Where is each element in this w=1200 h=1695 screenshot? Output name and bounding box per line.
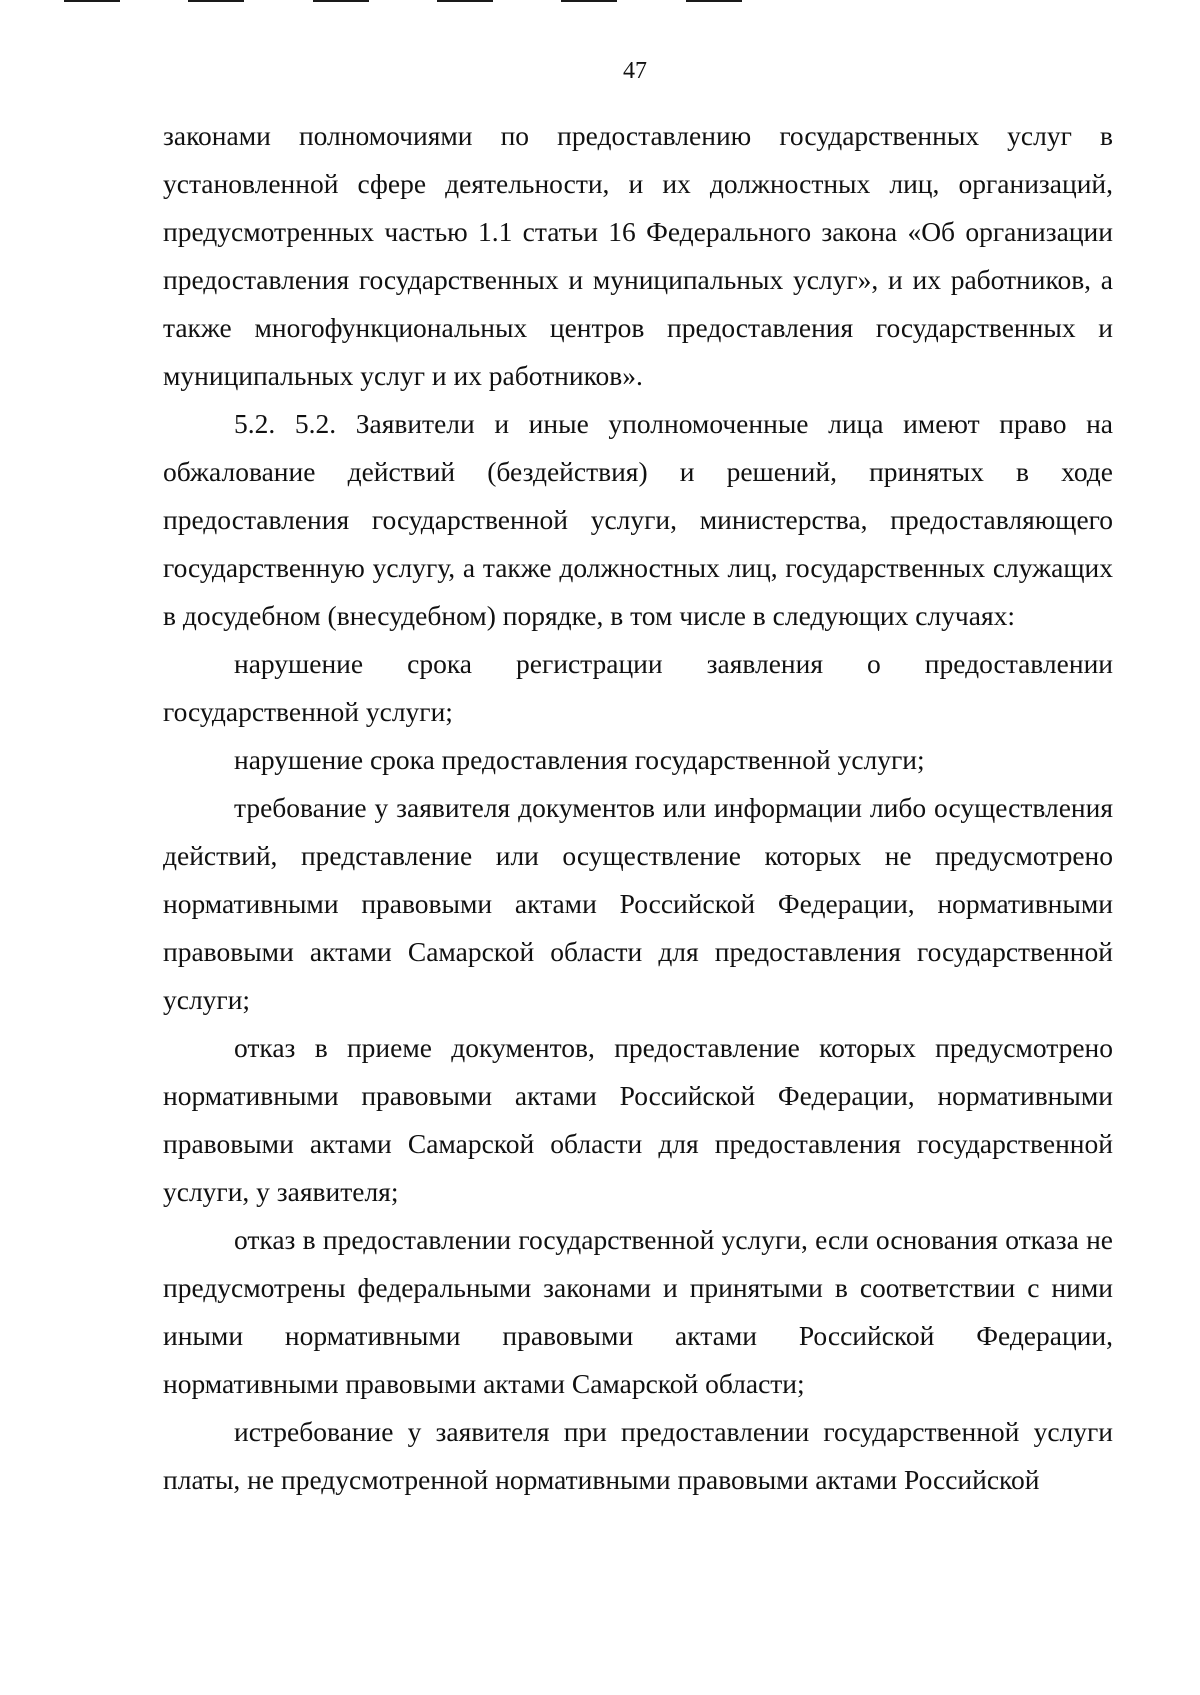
paragraph: нарушение срока регистрации заявления о предоставлении государственной услуги; — [163, 648, 1113, 727]
top-rule — [188, 0, 244, 2]
top-rule — [313, 0, 369, 2]
document-body — [163, 112, 1113, 1504]
top-rule — [561, 0, 617, 2]
top-rule — [437, 0, 493, 2]
paragraph: нарушение срока предоставления государственной услуги; — [234, 744, 925, 775]
top-rule — [686, 0, 742, 2]
paragraph: отказ в предоставлении государственной услуги, если основания отказа не предусмотрены федеральными законами и принятыми в соответствии с ними иными нормативными правовыми актами Российской Федерации, нормативными правовыми актами Самарской области; — [163, 1224, 1113, 1399]
paragraph: отказ в приеме документов, предоставление которых предусмотрено нормативными правовыми актами Российской Федерации, нормативными правовыми актами Самарской области для предоставления государственной услуги, у заявителя; — [163, 1032, 1113, 1207]
top-rule — [64, 0, 120, 2]
paragraph: 5.2. 5.2. Заявители и иные уполномоченные лица имеют право на обжалование действий (бездействия) и решений, принятых в ходе предоставления государственной услуги, министерства, предоставляющего государственную услугу, а также должностных лиц, государственных служащих в досудебном (внесудебном) порядке, в том числе в следующих случаях: — [163, 408, 1113, 631]
paragraph: законами полномочиями по предоставлению государственных услуг в установленной сфере деятельности, и их должностных лиц, организаций, предусмотренных частью 1.1 статьи 16 Федерального закона «Об организации предоставления государственных и муниципальных услуг», и их работников, а также многофункциональных центров предоставления государственных и муниципальных услуг и их работников». — [163, 120, 1113, 391]
page-number: 47 — [623, 58, 647, 84]
paragraph: требование у заявителя документов или информации либо осуществления действий, представление или осуществление которых не предусмотрено нормативными правовыми актами Российской Федерации, нормативными правовыми актами Самарской области для предоставления государственной услуги; — [163, 792, 1113, 1015]
paragraph: истребование у заявителя при предоставлении государственной услуги платы, не предусмотренной нормативными правовыми актами Российской — [163, 1416, 1113, 1495]
